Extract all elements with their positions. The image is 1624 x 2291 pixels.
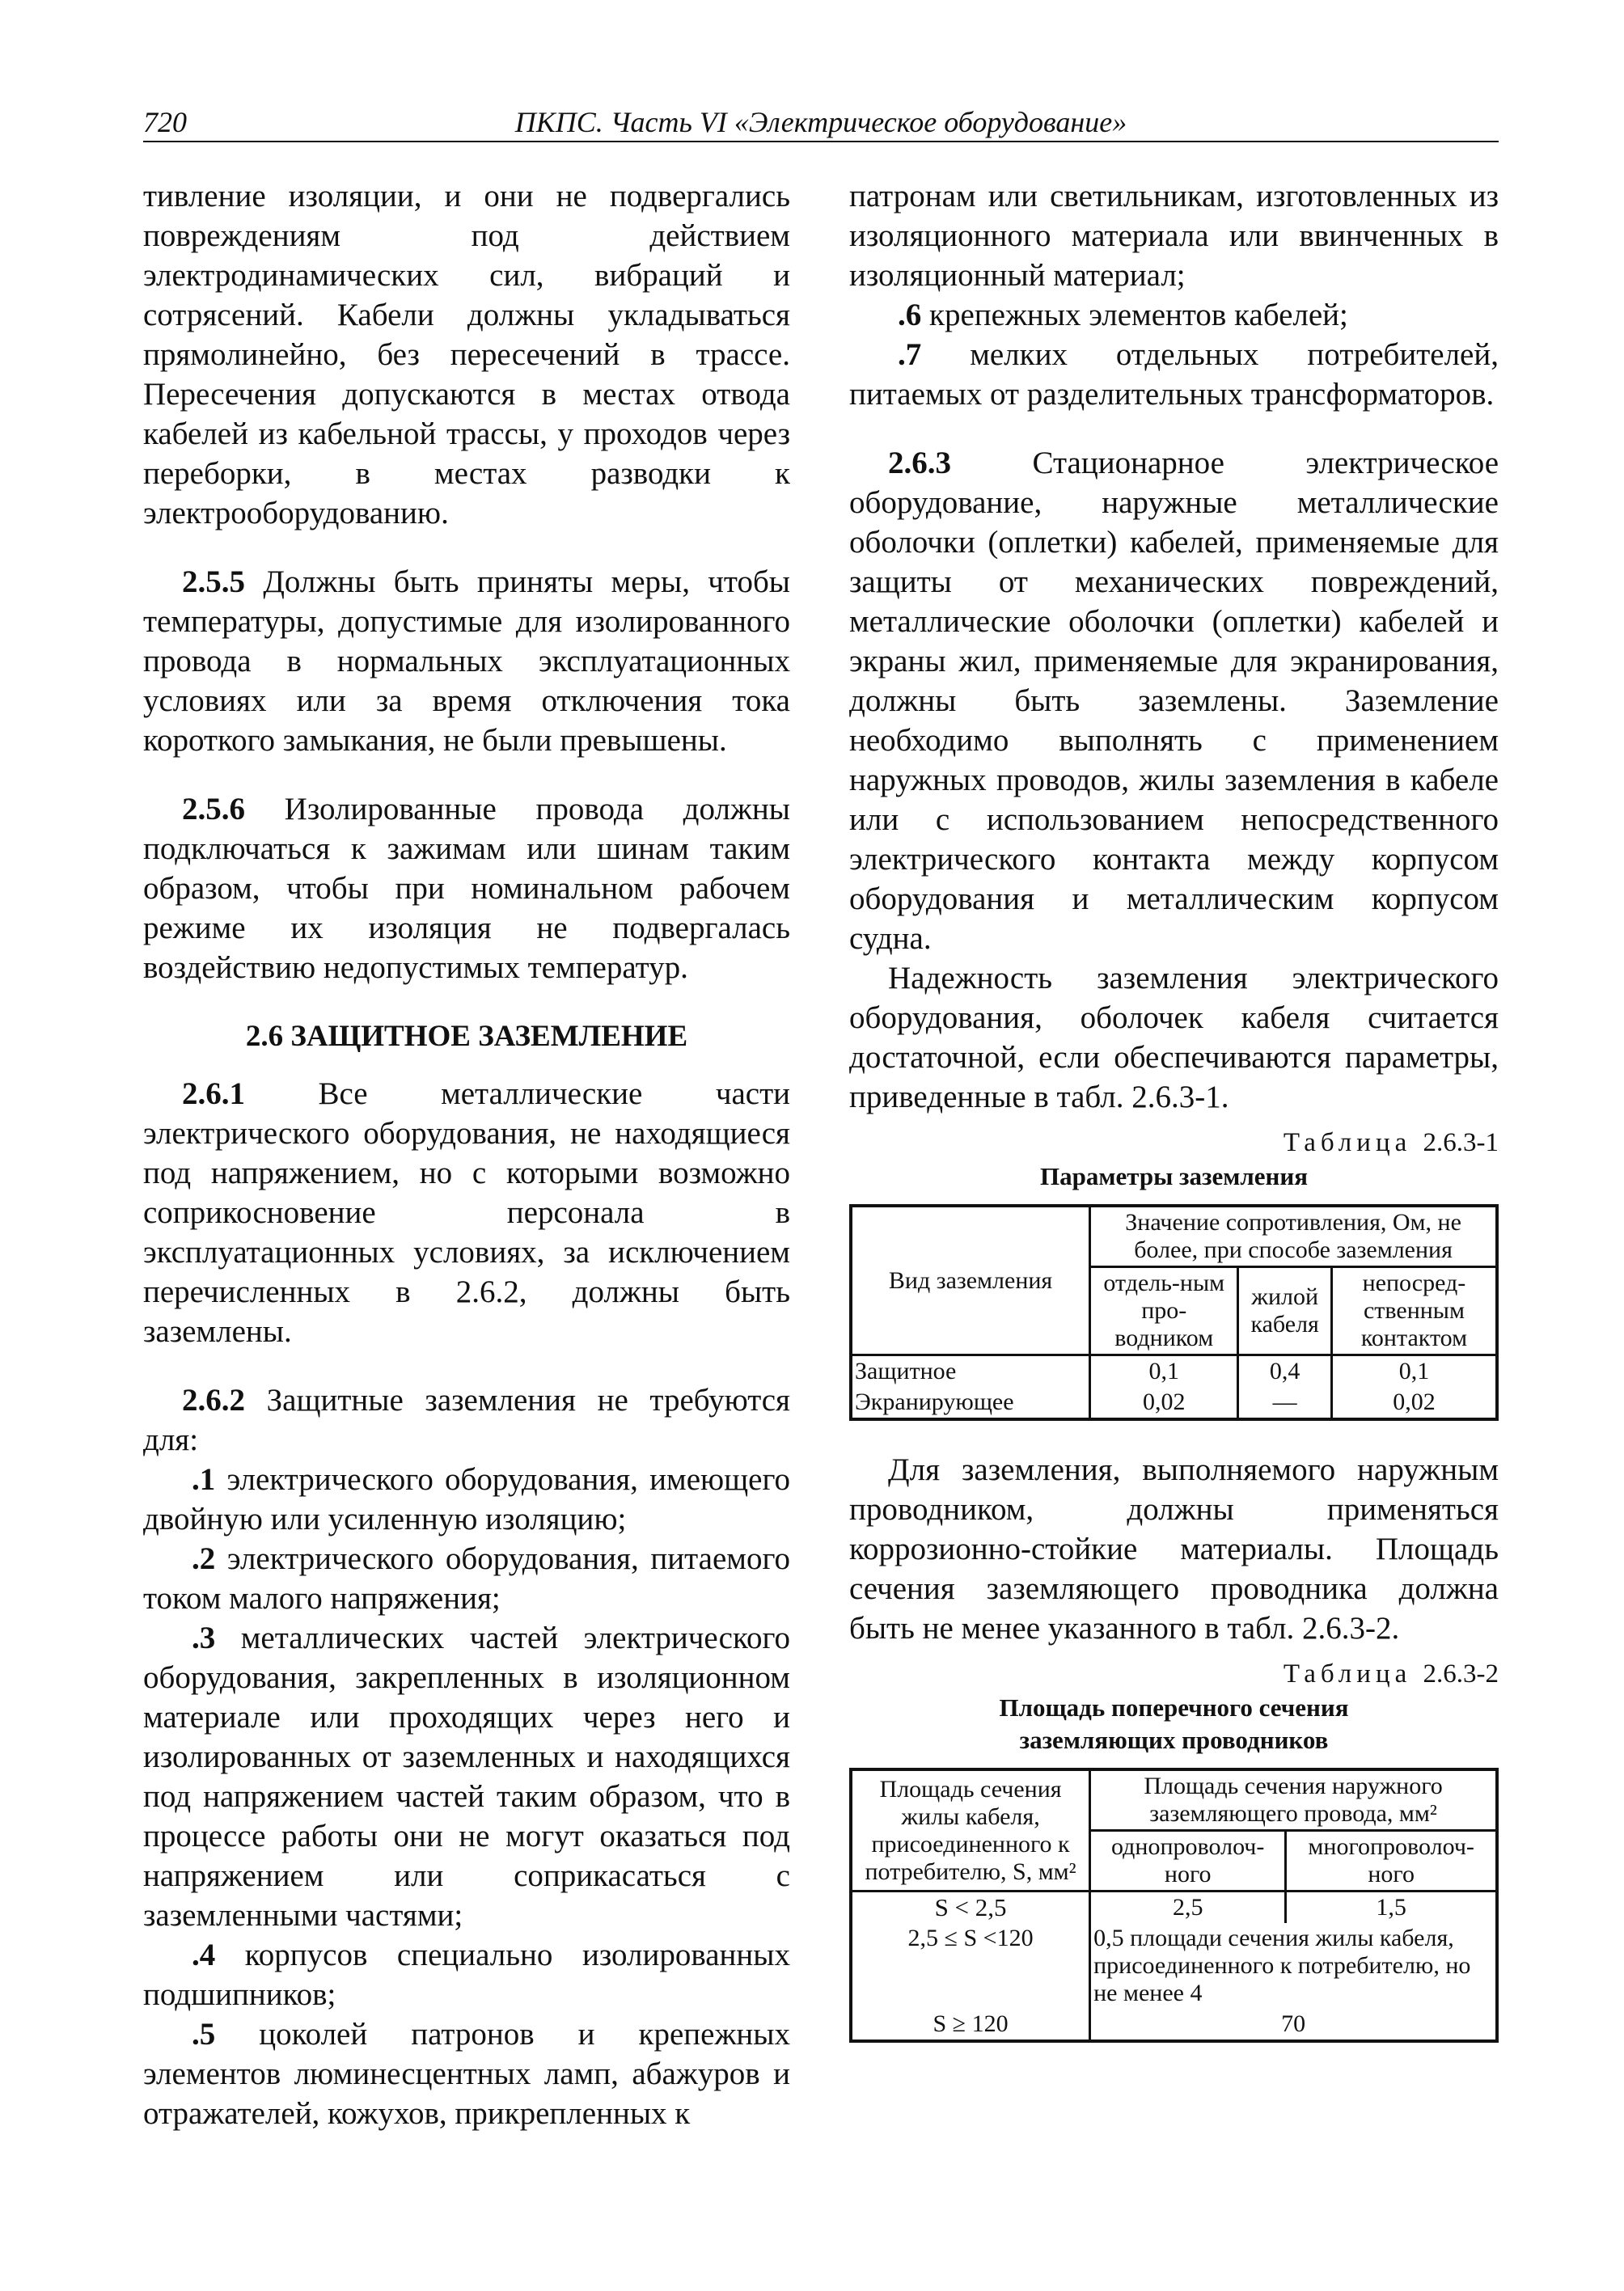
item-number: .1 <box>192 1462 216 1497</box>
cell: 70 <box>1090 2009 1497 2041</box>
clause-text: Должны быть приняты меры, чтобы температуры, допустимые для изолированного провода в нормальных эксплуатационных условиях или за время отключения тока короткого замыкания, не были превышены. <box>143 564 790 758</box>
paragraph-2-6-2 <box>143 1380 790 1460</box>
clause-number: 2.5.5 <box>182 564 245 599</box>
header-cell: жилой кабеля <box>1238 1267 1332 1355</box>
cell: Защитное <box>851 1355 1090 1388</box>
clause-number: 2.6.3 <box>888 446 951 480</box>
item-number: .2 <box>192 1541 216 1576</box>
item-text: мелких отдельных потребителей, питаемых от разделительных трансформаторов. <box>849 337 1499 412</box>
paragraph-continuation: тивление изоляции, и они не подвергались повреждениям под действием электродинамических сил, вибраций и сотрясений. Кабели должны укладываться прямолинейно, без пересечений в трассе. Пересечения допускаются в местах отвода кабелей из кабельной трассы, у проходов через переборки, в местах разводки к электрооборудованию. <box>143 179 790 530</box>
clause-number: 2.5.6 <box>182 792 245 826</box>
item-text: электрического оборудования, имеющего двойную или усиленную изоляцию; <box>143 1462 790 1536</box>
table-title: Площадь поперечного сечения заземляющих проводников <box>999 1693 1349 1754</box>
table-row <box>851 1387 1497 1419</box>
table-title: Параметры заземления <box>1040 1162 1308 1190</box>
conductor-cross-section-table <box>849 1768 1499 2043</box>
cell: 0,4 <box>1238 1355 1332 1388</box>
header-cell: отдель-ным про-водником <box>1090 1267 1238 1355</box>
paragraph-ground-conductor: Для заземления, выполняемого наружным проводником, должны применяться коррозионно-стойкие материалы. Площадь сечения заземляющего проводника должна быть не менее указанного в табл. 2.6.3-2. <box>849 1452 1499 1646</box>
clause-text: Защитные заземления не требуются для: <box>143 1383 790 1457</box>
list-item <box>143 1935 790 2014</box>
page-number: 720 <box>143 106 187 138</box>
header-cell: Площадь сечения жилы кабеля, присоединенного к потребителю, S, мм² <box>851 1769 1090 1892</box>
list-item-continuation: патронам или светильникам, изготовленных из изоляционного материала или ввинченных в изоляционный материал; <box>849 179 1499 293</box>
item-text: крепежных элементов кабелей; <box>921 298 1348 332</box>
cell: Экранирующее <box>851 1387 1090 1419</box>
cell: 2,5 <box>1090 1892 1286 1924</box>
table-row <box>851 1923 1497 2009</box>
cell: S < 2,5 <box>851 1892 1090 1924</box>
item-text: электрического оборудования, питаемого током малого напряжения; <box>143 1541 790 1616</box>
header-cell: многопроволоч-ного <box>1286 1831 1497 1892</box>
paragraph-2-6-3 <box>849 443 1499 958</box>
list-item <box>143 2014 790 2133</box>
page-header <box>143 104 1499 142</box>
list-item <box>849 335 1499 414</box>
paragraph-2-5-6 <box>143 789 790 987</box>
table-caption <box>849 1125 1499 1160</box>
list-item <box>143 1618 790 1935</box>
paragraph-reliability: Надежность заземления электрического оборудования, оболочек кабеля считается достаточной, если обеспечиваются параметры, приведенные в табл. 2.6.3-1. <box>849 961 1499 1114</box>
clause-number: 2.6.1 <box>182 1076 245 1111</box>
right-column <box>849 176 1499 2072</box>
section-heading: 2.6 ЗАЩИТНОЕ ЗАЗЕМЛЕНИЕ <box>245 1020 688 1053</box>
item-number: .6 <box>898 298 922 332</box>
item-number: .5 <box>192 2017 216 2052</box>
caption-number: 2.6.3-1 <box>1423 1128 1499 1157</box>
list-item <box>143 1460 790 1539</box>
clause-text: Все металлические части электрического оборудования, не находящиеся под напряжением, но с которыми возможно соприкосновение персонала в эксплуатационных условиях, за исключением перечисленных в 2.6.2, должны быть заземлены. <box>143 1076 790 1349</box>
list-item <box>143 1539 790 1618</box>
item-number: .3 <box>192 1621 216 1655</box>
cell: 0,02 <box>1331 1387 1497 1419</box>
item-number: .7 <box>898 337 922 372</box>
left-column <box>143 176 790 2133</box>
list-item <box>849 295 1499 335</box>
cell: 1,5 <box>1286 1892 1497 1924</box>
header-cell: Площадь сечения наружного заземляющего провода, мм² <box>1090 1769 1497 1831</box>
header-cell: Значение сопротивления, Ом, не более, при способе заземления <box>1090 1206 1497 1267</box>
clause-number: 2.6.2 <box>182 1383 245 1418</box>
item-text: металлических частей электрического оборудования, закрепленных в изоляционном материале или проходящих через него и изолированных от заземленных и находящихся под напряжением частей таким образом, что в процессе работы они не могут оказаться под напряжением или соприкасаться с заземленными частями; <box>143 1621 790 1933</box>
cell: 0,1 <box>1331 1355 1497 1388</box>
paragraph-2-5-5 <box>143 562 790 760</box>
table-row <box>851 1355 1497 1388</box>
item-number: .4 <box>192 1938 216 1972</box>
cell: 0,1 <box>1090 1355 1238 1388</box>
table-row <box>851 2009 1497 2041</box>
cell: 0,02 <box>1090 1387 1238 1419</box>
header-cell: однопроволоч-ного <box>1090 1831 1286 1892</box>
clause-text: Изолированные провода должны подключаться к зажимам или шинам таким образом, чтобы при номинальном рабочем режиме их изоляция не подвергалась воздействию недопустимых температур. <box>143 792 790 985</box>
table-caption <box>849 1656 1499 1692</box>
running-title: ПКПС. Часть VI «Электрическое оборудование» <box>514 106 1127 138</box>
header-cell: непосред-ственным контактом <box>1331 1267 1497 1355</box>
cell: — <box>1238 1387 1332 1419</box>
caption-word: Таблица <box>1283 1128 1412 1157</box>
caption-word: Таблица <box>1283 1659 1412 1689</box>
cell: 2,5 ≤ S <120 <box>851 1923 1090 2009</box>
clause-text: Стационарное электрическое оборудование, наружные металлические оболочки (оплетки) кабелей, применяемые для защиты от механических повреждений, металлические оболочки (оплетки) кабелей и экраны жил, применяемые для экранирования, должны быть заземлены. Заземление необходимо выполнять с применением наружных проводов, жилы заземления в кабеле или с использованием непосредственного электрического контакта между корпусом оборудования и металлическим корпусом судна. <box>849 446 1499 956</box>
table-row <box>851 1892 1497 1924</box>
grounding-parameters-table <box>849 1204 1499 1421</box>
item-text: корпусов специально изолированных подшипников; <box>143 1938 790 2012</box>
item-text: цоколей патронов и крепежных элементов люминесцентных ламп, абажуров и отражателей, кожухов, прикрепленных к <box>143 2017 790 2131</box>
caption-number: 2.6.3-2 <box>1423 1659 1499 1689</box>
header-cell: Вид заземления <box>851 1206 1090 1355</box>
cell: S ≥ 120 <box>851 2009 1090 2041</box>
paragraph-2-6-1 <box>143 1074 790 1351</box>
cell: 0,5 площади сечения жилы кабеля, присоединенного к потребителю, но не менее 4 <box>1090 1923 1497 2009</box>
